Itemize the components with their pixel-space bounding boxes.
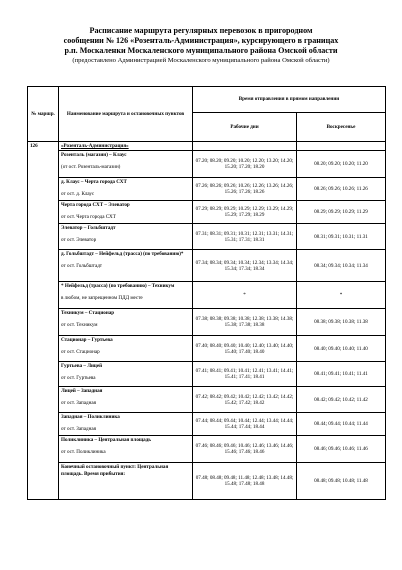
table-row bbox=[28, 201, 386, 224]
weekday-times: 07.48; 08.48; 09.48; 11.48; 12.48; 13.48; 14.48; 15.48; 17.48; 18.48 bbox=[193, 463, 297, 500]
sunday-times: 08.44; 09.44; 10.44; 11.44 bbox=[297, 413, 386, 436]
title-subtitle: (предоставлено Администрацией Москаленского муниципального района Омской области) bbox=[72, 57, 330, 64]
table-row bbox=[28, 250, 386, 282]
stop-segment bbox=[59, 151, 193, 178]
segment-origin: от ост. Техникум bbox=[61, 321, 98, 328]
segment-origin: от ост. Гольбштадт bbox=[61, 262, 103, 269]
sunday-times: 08.48; 09.48; 10.48; 11.48 bbox=[297, 463, 386, 500]
title-line-2: сообщении № 126 «Розенталь-Администрация», курсирующего в границах bbox=[63, 36, 339, 45]
document-header bbox=[0, 26, 402, 66]
segment-name: * Нейфельд (трасса) (по требованию) – Техникум bbox=[61, 283, 175, 290]
segment-name: Конечный остановочный пункт: Центральная площадь. Время прибытия: bbox=[61, 464, 169, 477]
segment-name: Поликлиника – Центральная площадь bbox=[61, 437, 151, 444]
table-row bbox=[28, 309, 386, 336]
weekday-times: 07.20; 08.20; 09.20; 10.20; 12.20; 13.20; 14.20; 15.20; 17.20; 18.20 bbox=[193, 151, 297, 178]
route-number-cell: 126 bbox=[28, 142, 59, 500]
sunday-times: 08.29; 09.29; 10.29; 11.29 bbox=[297, 201, 386, 224]
stop-segment bbox=[59, 250, 193, 282]
weekday-times: 07.29; 08.29; 09.29; 10.29; 12.29; 13.29; 14.29; 15.29; 17.29; 18.29 bbox=[193, 201, 297, 224]
segment-name: Гуртьева – Лицей bbox=[61, 363, 103, 370]
stop-segment bbox=[59, 436, 193, 463]
stop-segment bbox=[59, 413, 193, 436]
weekday-times: 07.46; 08.46; 09.46; 10.46; 12.46; 13.46; 14.46; 15.46; 17.46; 18.46 bbox=[193, 436, 297, 463]
schedule-table bbox=[27, 86, 386, 500]
header-stops: Наименование маршрута и остановочных пунктов bbox=[59, 87, 193, 142]
table-row bbox=[28, 436, 386, 463]
table-row bbox=[28, 413, 386, 436]
header-direction: Время отправления в прямом направлении bbox=[193, 87, 386, 113]
route-name-weekdays-empty bbox=[193, 142, 297, 151]
table-row bbox=[28, 282, 386, 309]
weekday-times: 07.41; 08.41; 09.41; 10.41; 12.41; 13.41; 14.41; 15.41; 17.41; 18.41 bbox=[193, 362, 297, 387]
segment-name: Стационар – Гуртьева bbox=[61, 337, 113, 344]
segment-origin: от ост. Стационар bbox=[61, 348, 100, 355]
header-weekdays: Рабочие дни bbox=[193, 113, 297, 142]
table-row bbox=[28, 151, 386, 178]
route-name: «Розенталь-Администрация» bbox=[59, 142, 193, 151]
segment-name: Техникум – Стационар bbox=[61, 310, 115, 317]
stop-segment bbox=[59, 224, 193, 250]
stop-segment bbox=[59, 387, 193, 413]
route-name-sunday-empty bbox=[297, 142, 386, 151]
sunday-times: 08.40; 09.40; 10.40; 11.40 bbox=[297, 336, 386, 362]
table-row bbox=[28, 178, 386, 201]
header-route-number: № маршр. bbox=[28, 87, 59, 142]
weekday-times: * bbox=[193, 282, 297, 309]
weekday-times: 07.42; 08.42; 09.42; 10.42; 12.42; 13.42; 14.42; 15.42; 17.42; 18.42 bbox=[193, 387, 297, 413]
weekday-times: 07.40; 08.40; 09.40; 10.40; 12.40; 13.40; 14.40; 15.40; 17.40; 18.40 bbox=[193, 336, 297, 362]
table-row bbox=[28, 463, 386, 500]
sunday-times: 08.38; 09.38; 10.38; 11.38 bbox=[297, 309, 386, 336]
segment-name: Элеватор – Гольбштадт bbox=[61, 225, 116, 232]
sunday-times: 08.20; 09.20; 10.20; 11.20 bbox=[297, 151, 386, 178]
segment-name: Розенталь (магазин) – Клаус bbox=[61, 152, 127, 159]
segment-origin: от ост. Элеватор bbox=[61, 236, 97, 243]
weekday-times: 07.34; 08.34; 09.34; 10.34; 12.34; 13.34; 14.34; 15.34; 17.34; 18.34 bbox=[193, 250, 297, 282]
segment-name: д. Гольбштадт – Нейфельд (трасса) (по требованию)* bbox=[61, 251, 184, 258]
segment-origin: от ост. Черта города СХТ bbox=[61, 213, 116, 220]
segment-origin: от ост. Западная bbox=[61, 399, 96, 406]
sunday-times: 08.41; 09.41; 10.41; 11.41 bbox=[297, 362, 386, 387]
table-row bbox=[28, 224, 386, 250]
segment-origin: (от ост. Розенталь-магазин) bbox=[61, 163, 121, 170]
header-sunday: Воскресенье bbox=[297, 113, 386, 142]
stop-segment bbox=[59, 178, 193, 201]
segment-origin: в любом, не запрещенном ПДД месте bbox=[61, 294, 143, 301]
stop-segment bbox=[59, 282, 193, 309]
stop-segment bbox=[59, 362, 193, 387]
table-row bbox=[28, 336, 386, 362]
title-line-1: Расписание маршрута регулярных перевозок в пригородном bbox=[89, 26, 313, 35]
segment-name: Черта города СХТ – Элеватор bbox=[61, 202, 130, 209]
segment-name: д. Клаус – Черта города СХТ bbox=[61, 179, 127, 186]
segment-name: Лицей – Западная bbox=[61, 388, 103, 395]
weekday-times: 07.26; 08.26; 09.26; 10.26; 12.26; 13.26; 14.26; 15.26; 17.26; 18.26 bbox=[193, 178, 297, 201]
segment-origin: от ост. Поликлиника bbox=[61, 448, 106, 455]
stop-segment bbox=[59, 463, 193, 500]
segment-origin: от ост. Западная bbox=[61, 425, 96, 432]
weekday-times: 07.38; 08.38; 09.38; 10.38; 12.38; 13.38; 14.38; 15.38; 17.38; 18.38 bbox=[193, 309, 297, 336]
stop-segment bbox=[59, 201, 193, 224]
sunday-times: 08.42; 09.42; 10.42; 11.42 bbox=[297, 387, 386, 413]
segment-name: Западная – Поликлиника bbox=[61, 414, 120, 421]
weekday-times: 07.44; 08.44; 09.44; 10.44; 12.44; 13.44; 14.44; 15.44; 17.44; 18.44 bbox=[193, 413, 297, 436]
stop-segment bbox=[59, 336, 193, 362]
table-row bbox=[28, 362, 386, 387]
sunday-times: 08.46; 09.46; 10.46; 11.46 bbox=[297, 436, 386, 463]
table-row bbox=[28, 387, 386, 413]
sunday-times: * bbox=[297, 282, 386, 309]
segment-origin: от ост. д. Клаус bbox=[61, 190, 95, 197]
title-line-3: р.п. Москаленки Москаленского муниципального района Омской области bbox=[64, 46, 338, 55]
sunday-times: 08.26; 09.26; 10.26; 11.26 bbox=[297, 178, 386, 201]
stop-segment bbox=[59, 309, 193, 336]
segment-origin: от ост. Гуртьева bbox=[61, 374, 96, 381]
sunday-times: 08.34; 09.34; 10.34; 11.34 bbox=[297, 250, 386, 282]
sunday-times: 08.31; 09.31; 10.31; 11.31 bbox=[297, 224, 386, 250]
weekday-times: 07.31; 08.31; 09.31; 10.31; 12.31; 13.31; 14.31; 15.31; 17.31; 18.31 bbox=[193, 224, 297, 250]
